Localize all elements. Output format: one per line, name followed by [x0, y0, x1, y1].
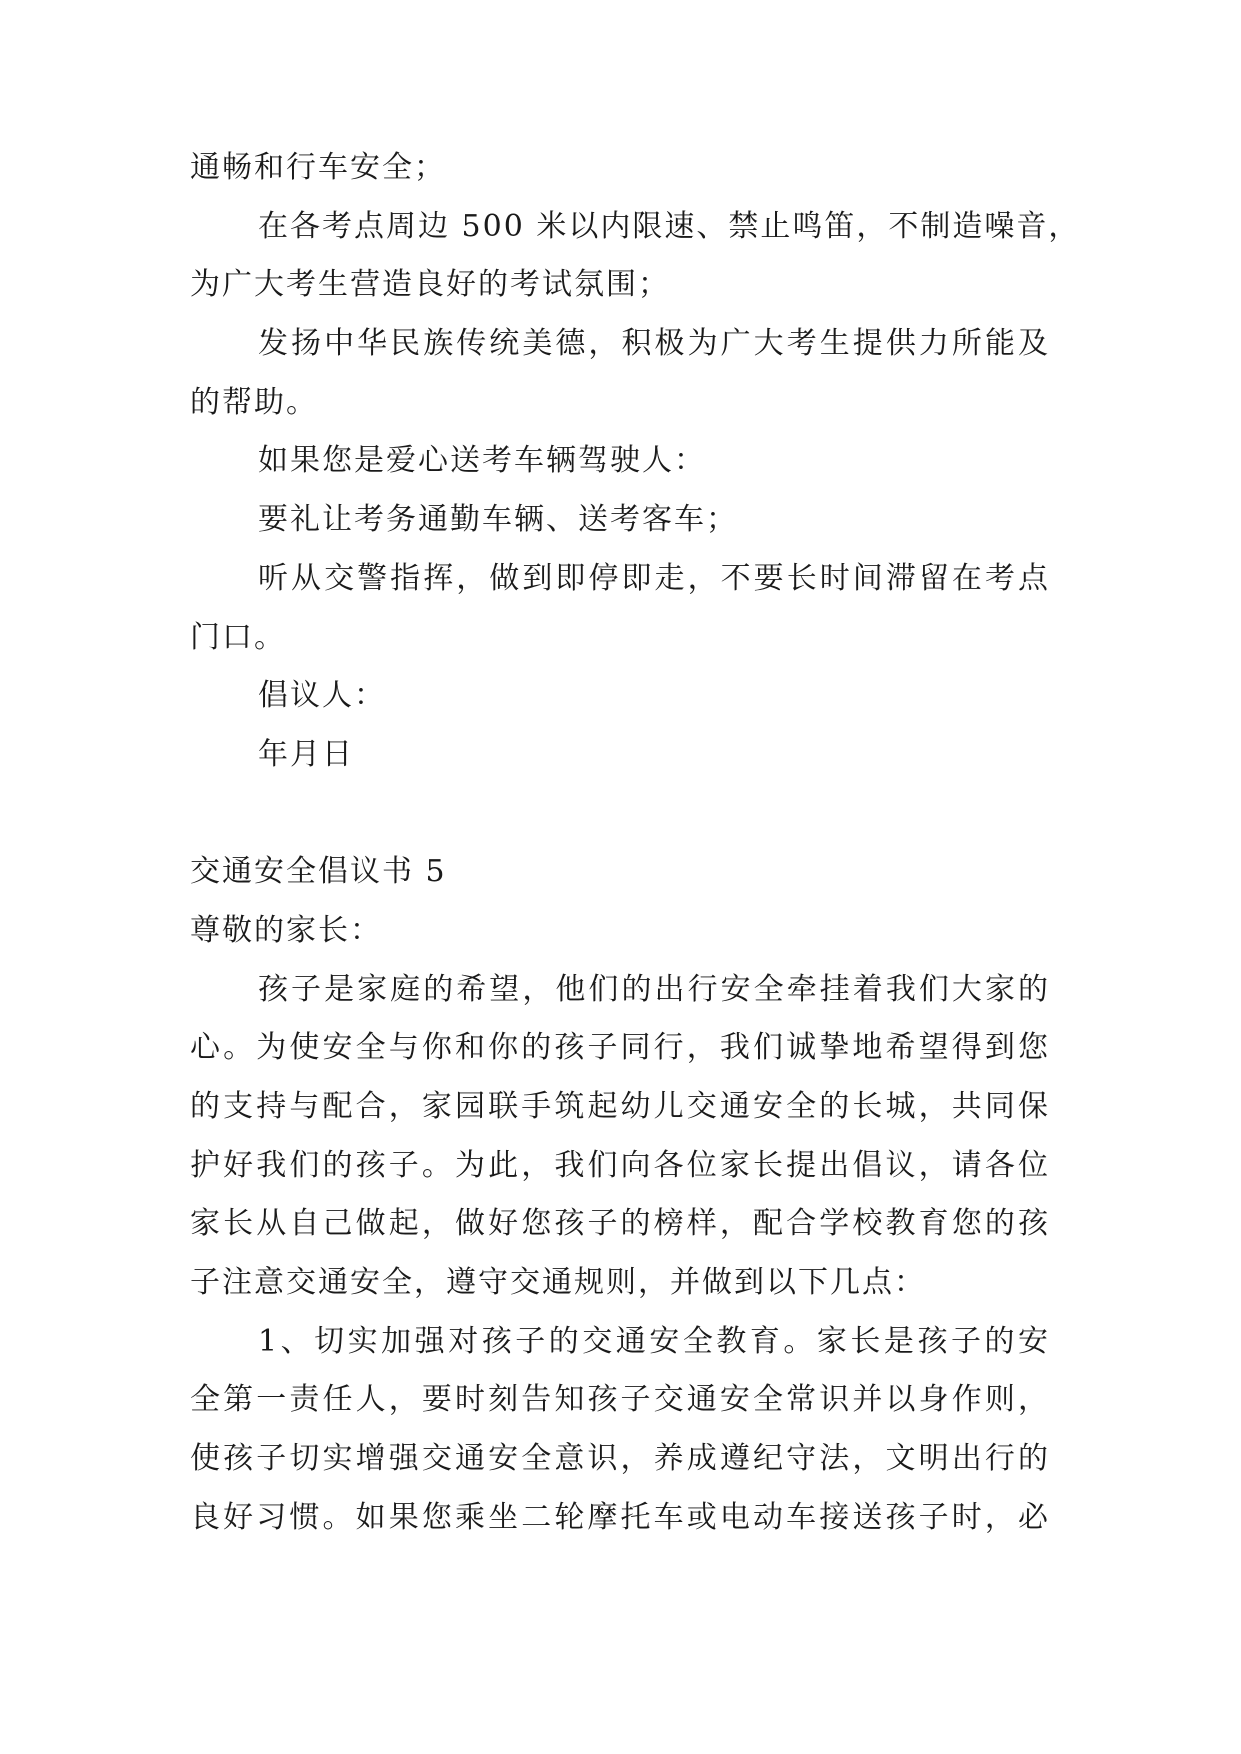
- paragraph-line: 发扬中华民族传统美德，积极为广大考生提供力所能及: [258, 326, 1050, 361]
- paragraph-line: 通畅和行车安全；: [190, 150, 446, 185]
- paragraph-line: 心。为使安全与你和你的孩子同行，我们诚挚地希望得到您: [190, 1030, 1050, 1065]
- paragraph-line: 听从交警指挥，做到即停即走，不要长时间滞留在考点: [258, 561, 1050, 596]
- paragraph-line: 要礼让考务通勤车辆、送考客车；: [258, 502, 738, 537]
- list-item-line: 1、切实加强对孩子的交通安全教育。家长是孩子的安: [258, 1324, 1050, 1359]
- paragraph-line: 如果您是爱心送考车辆驾驶人：: [258, 443, 706, 478]
- paragraph-line: 护好我们的孩子。为此，我们向各位家长提出倡议，请各位: [190, 1148, 1050, 1183]
- signature-label: 倡议人：: [258, 678, 386, 713]
- paragraph-line: 家长从自己做起，做好您孩子的榜样，配合学校教育您的孩: [190, 1206, 1050, 1241]
- paragraph-line: 孩子是家庭的希望，他们的出行安全牵挂着我们大家的: [258, 972, 1050, 1007]
- paragraph-line: 的帮助。: [190, 385, 318, 420]
- paragraph-line: 门口。: [190, 620, 286, 655]
- paragraph-line: 在各考点周边 500 米以内限速、禁止鸣笛，不制造噪音，: [258, 209, 1081, 244]
- date-label: 年月日: [258, 737, 354, 772]
- salutation: 尊敬的家长：: [190, 913, 382, 948]
- paragraph-line: 良好习惯。如果您乘坐二轮摩托车或电动车接送孩子时，必: [190, 1500, 1050, 1535]
- paragraph-line: 全第一责任人，要时刻告知孩子交通安全常识并以身作则，: [190, 1382, 1050, 1417]
- section-title: 交通安全倡议书 5: [190, 854, 447, 889]
- paragraph-line: 子注意交通安全，遵守交通规则，并做到以下几点：: [190, 1265, 926, 1300]
- paragraph-line: 的支持与配合，家园联手筑起幼儿交通安全的长城，共同保: [190, 1089, 1050, 1124]
- paragraph-line: 使孩子切实增强交通安全意识，养成遵纪守法，文明出行的: [190, 1441, 1050, 1476]
- paragraph-line: 为广大考生营造良好的考试氛围；: [190, 267, 670, 302]
